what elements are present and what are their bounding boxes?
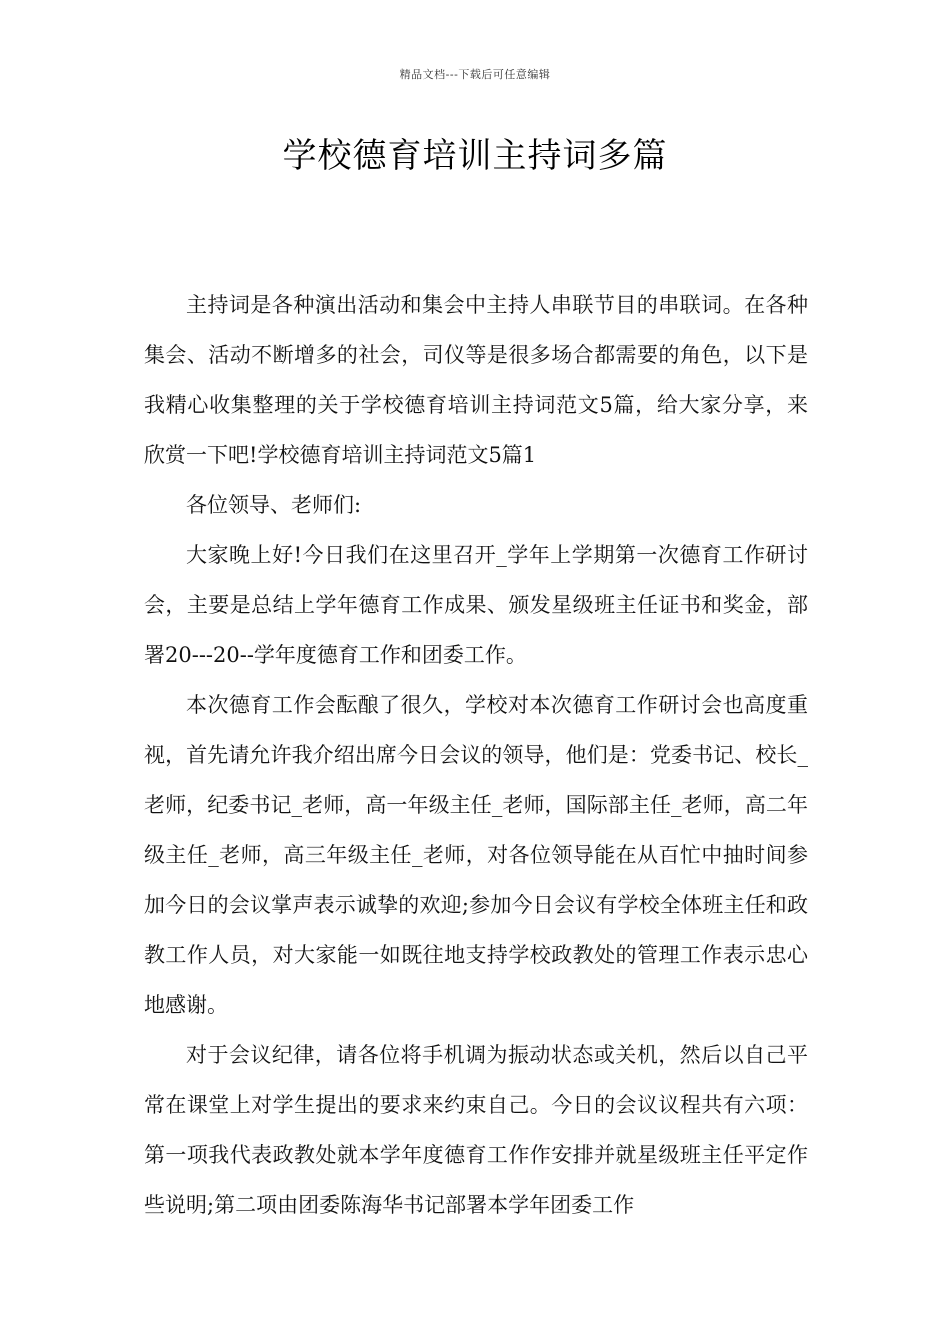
paragraph-salutation: 各位领导、老师们: <box>186 493 362 517</box>
paragraph-meeting-rules: 对于会议纪律，请各位将手机调为振动状态或关机，然后以自己平常在课堂上对学生提出的要求来约束自己。今日的会议议程共有六项：第一项我代表政教处就本学年度德育工作作安排并就星级班主任平定作些说明;第二项由团委陈海华书记部署本学年团委工作 <box>144 1043 808 1217</box>
document-body <box>144 280 808 1230</box>
paragraph-introduction-of-leaders: 本次德育工作会酝酿了很久，学校对本次德育工作研讨会也高度重视，首先请允许我介绍出席今日会议的领导，他们是：党委书记、校长_老师，纪委书记_老师，高一年级主任_老师，国际部主任_老师，高二年级主任_老师，高三年级主任_老师，对各位领导能在从百忙中抽时间参加今日的会议掌声表示诚挚的欢迎;参加今日会议有学校全体班主任和政教工作人员，对大家能一如既往地支持学校政教处的管理工作表示忠心地感谢。 <box>144 693 808 1017</box>
paragraph-intro: 主持词是各种演出活动和集会中主持人串联节目的串联词。在各种集会、活动不断增多的社会，司仪等是很多场合都需要的角色，以下是我精心收集整理的关于学校德育培训主持词范文5篇，给大家分享，来欣赏一下吧!学校德育培训主持词范文5篇1 <box>144 293 808 467</box>
document-title: 学校德育培训主持词多篇 <box>282 136 668 176</box>
header-note: 精品文档---下载后可任意编辑 <box>399 68 551 81</box>
paragraph-greeting: 大家晚上好!今日我们在这里召开_学年上学期第一次德育工作研讨会，主要是总结上学年德育工作成果、颁发星级班主任证书和奖金，部署20---20--学年度德育工作和团委工作。 <box>144 543 808 667</box>
